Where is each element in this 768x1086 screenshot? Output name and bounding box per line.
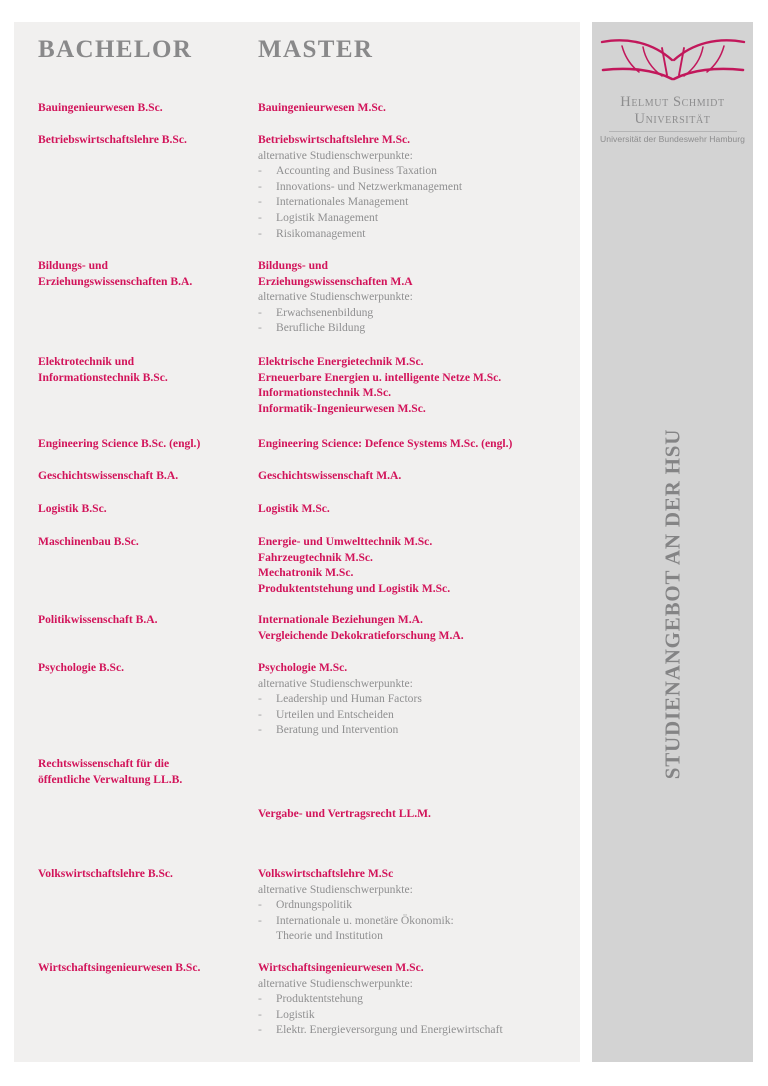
- bachelor-cell: [38, 132, 253, 148]
- alternative-text: Ordnungspolitik: [276, 898, 353, 912]
- alternatives-list: [258, 305, 580, 336]
- program-row: [14, 100, 580, 132]
- bachelor-degree-line: Erziehungswissenschaften B.A.: [38, 274, 193, 288]
- master-cell: [258, 806, 580, 822]
- bachelor-cell: [38, 534, 253, 550]
- master-cell: [258, 534, 580, 596]
- alternatives-list: [258, 897, 580, 944]
- open-book-logo-icon: [598, 30, 748, 88]
- bachelor-degree-line: Wirtschaftsingenieurwesen B.Sc.: [38, 961, 201, 974]
- master-degree-line: Erziehungswissenschaften M.A: [258, 274, 413, 288]
- bullet-dash-icon: -: [258, 195, 262, 209]
- master-degree-line: Volkswirtschaftslehre M.Sc: [258, 867, 394, 880]
- master-degree-line: Betriebswirtschaftslehre M.Sc.: [258, 133, 411, 146]
- logo-university-name: [592, 94, 753, 128]
- alternative-item: [258, 1022, 580, 1038]
- alternatives-label: alternative Studienschwerpunkte:: [258, 148, 413, 162]
- bachelor-degree-line: Politikwissenschaft B.A.: [38, 613, 158, 626]
- logo-subtitle: Universität der Bundeswehr Hamburg: [600, 134, 745, 144]
- alternative-item: [258, 1007, 580, 1023]
- program-table: [14, 100, 580, 1056]
- alternative-text: Leadership und Human Factors: [276, 692, 422, 706]
- alternative-text: Logistik Management: [276, 210, 379, 224]
- bachelor-degree-line: Rechtswissenschaft für die: [38, 757, 170, 770]
- logo-name-line1: Helmut Schmidt: [620, 94, 725, 110]
- bachelor-degree-line: Geschichtswissenschaft B.A.: [38, 469, 179, 482]
- master-degree-line: Bildungs- und: [258, 259, 328, 272]
- alternatives-label: alternative Studienschwerpunkte:: [258, 676, 413, 690]
- master-cell: [258, 660, 580, 738]
- alternative-item: [258, 897, 580, 913]
- master-cell: [258, 468, 580, 484]
- bachelor-degree-line: Bauingenieurwesen B.Sc.: [38, 101, 163, 114]
- bullet-dash-icon: -: [258, 1007, 262, 1021]
- master-degree-line: Informatik-Ingenieurwesen M.Sc.: [258, 401, 426, 415]
- column-headers: [14, 36, 580, 82]
- program-row: [14, 534, 580, 612]
- master-degree-line: Geschichtswissenschaft M.A.: [258, 469, 402, 482]
- program-row: [14, 132, 580, 258]
- university-logo: [592, 30, 753, 145]
- alternative-text: Elektr. Energieversorgung und Energiewirtschaft: [276, 1023, 503, 1037]
- alternative-item: [258, 226, 580, 242]
- program-row: [14, 501, 580, 534]
- master-cell: [258, 100, 580, 116]
- program-row: [14, 258, 580, 354]
- program-row: [14, 756, 580, 806]
- master-cell: [258, 354, 580, 416]
- bullet-dash-icon: -: [258, 179, 262, 193]
- alternative-text: Internationale u. monetäre Ökonomik:: [276, 913, 454, 927]
- bullet-dash-icon: -: [258, 913, 262, 927]
- alternative-item: [258, 991, 580, 1007]
- bachelor-degree-line: Betriebswirtschaftslehre B.Sc.: [38, 133, 187, 146]
- alternatives-label: alternative Studienschwerpunkte:: [258, 290, 413, 304]
- alternative-item: [258, 722, 580, 738]
- bullet-dash-icon: -: [258, 305, 262, 319]
- alternative-text: Accounting and Business Taxation: [276, 164, 437, 178]
- bachelor-cell: [38, 866, 253, 882]
- alternatives-list: [258, 991, 580, 1038]
- bullet-dash-icon: -: [258, 707, 262, 721]
- bachelor-cell: [38, 468, 253, 484]
- alternative-text: Innovations- und Netzwerkmanagement: [276, 179, 463, 193]
- alternative-item: [258, 691, 580, 707]
- master-cell: [258, 258, 580, 336]
- bachelor-cell: [38, 100, 253, 116]
- master-degree-line: Fahrzeugtechnik M.Sc.: [258, 550, 373, 564]
- master-degree-line: Logistik M.Sc.: [258, 502, 330, 515]
- master-degree-line: Engineering Science: Defence Systems M.Sc. (engl.): [258, 437, 513, 450]
- program-row: [14, 612, 580, 660]
- sidebar-panel: [592, 22, 753, 1062]
- bullet-dash-icon: -: [258, 692, 262, 706]
- alternative-item: [258, 913, 580, 944]
- alternative-item: [258, 305, 580, 321]
- logo-name-line2: Universität: [634, 111, 711, 127]
- column-header-bachelor: BACHELOR: [38, 36, 193, 63]
- master-degree-line: Internationale Beziehungen M.A.: [258, 613, 423, 626]
- bachelor-degree-line: Volkswirtschaftslehre B.Sc.: [38, 867, 173, 880]
- column-header-master: MASTER: [258, 36, 374, 63]
- master-degree-line: Vergleichende Dekokratieforschung M.A.: [258, 628, 464, 642]
- program-row: [14, 436, 580, 468]
- bachelor-degree-line: Engineering Science B.Sc. (engl.): [38, 437, 201, 450]
- program-row: [14, 660, 580, 756]
- bullet-dash-icon: -: [258, 226, 262, 240]
- master-cell: [258, 612, 580, 643]
- bullet-dash-icon: -: [258, 164, 262, 178]
- alternative-text: Berufliche Bildung: [276, 321, 366, 335]
- master-cell: [258, 436, 580, 452]
- program-row: [14, 354, 580, 436]
- alternative-text: Logistik: [276, 1007, 315, 1021]
- alternative-text: Internationales Management: [276, 195, 409, 209]
- bachelor-cell: [38, 756, 253, 787]
- master-degree-line: Psychologie M.Sc.: [258, 661, 348, 674]
- alternative-item: [258, 179, 580, 195]
- program-row: [14, 960, 580, 1056]
- alternative-text: Produktentstehung: [276, 992, 363, 1006]
- alternative-item: [258, 707, 580, 723]
- main-content-panel: [14, 22, 580, 1062]
- bachelor-cell: [38, 436, 253, 452]
- bullet-dash-icon: -: [258, 1023, 262, 1037]
- master-cell: [258, 866, 580, 944]
- bachelor-cell: [38, 501, 253, 517]
- logo-divider: [609, 131, 737, 132]
- bachelor-cell: [38, 354, 253, 385]
- bachelor-degree-line: öffentliche Verwaltung LL.B.: [38, 772, 183, 786]
- bachelor-degree-line: Maschinenbau B.Sc.: [38, 535, 139, 548]
- bachelor-degree-line: Logistik B.Sc.: [38, 502, 107, 515]
- bachelor-degree-line: Elektrotechnik und: [38, 355, 135, 368]
- master-degree-line: Informationstechnik M.Sc.: [258, 386, 392, 400]
- master-cell: [258, 132, 580, 241]
- alternative-item: [258, 163, 580, 179]
- master-degree-line: Produktentstehung und Logistik M.Sc.: [258, 581, 451, 595]
- bachelor-cell: [38, 660, 253, 676]
- bullet-dash-icon: -: [258, 723, 262, 737]
- alternative-item: [258, 320, 580, 336]
- bullet-dash-icon: -: [258, 210, 262, 224]
- master-degree-line: Energie- und Umwelttechnik M.Sc.: [258, 535, 433, 548]
- bachelor-cell: [38, 612, 253, 628]
- alternative-text: Beratung und Intervention: [276, 723, 399, 737]
- bullet-dash-icon: -: [258, 321, 262, 335]
- bachelor-cell: [38, 960, 253, 976]
- sidebar-vertical-title: STUDIENANGEBOT AN DER HSU: [660, 429, 684, 780]
- alternatives-list: [258, 691, 580, 738]
- master-degree-line: Vergabe- und Vertragsrecht LL.M.: [258, 807, 431, 820]
- program-row: [14, 806, 580, 866]
- alternative-text: Urteilen und Entscheiden: [276, 707, 394, 721]
- alternatives-label: alternative Studienschwerpunkte:: [258, 976, 413, 990]
- program-row: [14, 468, 580, 501]
- sidebar-title-area: [592, 22, 753, 1062]
- master-degree-line: Erneuerbare Energien u. intelligente Netze M.Sc.: [258, 370, 502, 384]
- program-row: [14, 866, 580, 960]
- alternatives-list: [258, 163, 580, 241]
- bachelor-degree-line: Informationstechnik B.Sc.: [38, 370, 168, 384]
- master-cell: [258, 501, 580, 517]
- alternative-text-continued: Theorie und Institution: [276, 929, 383, 943]
- master-degree-line: Wirtschaftsingenieurwesen M.Sc.: [258, 961, 424, 974]
- alternative-text: Risikomanagement: [276, 226, 366, 240]
- master-cell: [258, 960, 580, 1038]
- alternative-item: [258, 210, 580, 226]
- alternatives-label: alternative Studienschwerpunkte:: [258, 882, 413, 896]
- alternative-text: Erwachsenenbildung: [276, 305, 374, 319]
- bachelor-degree-line: Bildungs- und: [38, 259, 108, 272]
- master-degree-line: Mechatronik M.Sc.: [258, 566, 354, 580]
- bullet-dash-icon: -: [258, 992, 262, 1006]
- master-degree-line: Bauingenieurwesen M.Sc.: [258, 101, 386, 114]
- master-degree-line: Elektrische Energietechnik M.Sc.: [258, 355, 424, 368]
- bullet-dash-icon: -: [258, 898, 262, 912]
- bachelor-cell: [38, 258, 253, 289]
- bachelor-degree-line: Psychologie B.Sc.: [38, 661, 124, 674]
- alternative-item: [258, 194, 580, 210]
